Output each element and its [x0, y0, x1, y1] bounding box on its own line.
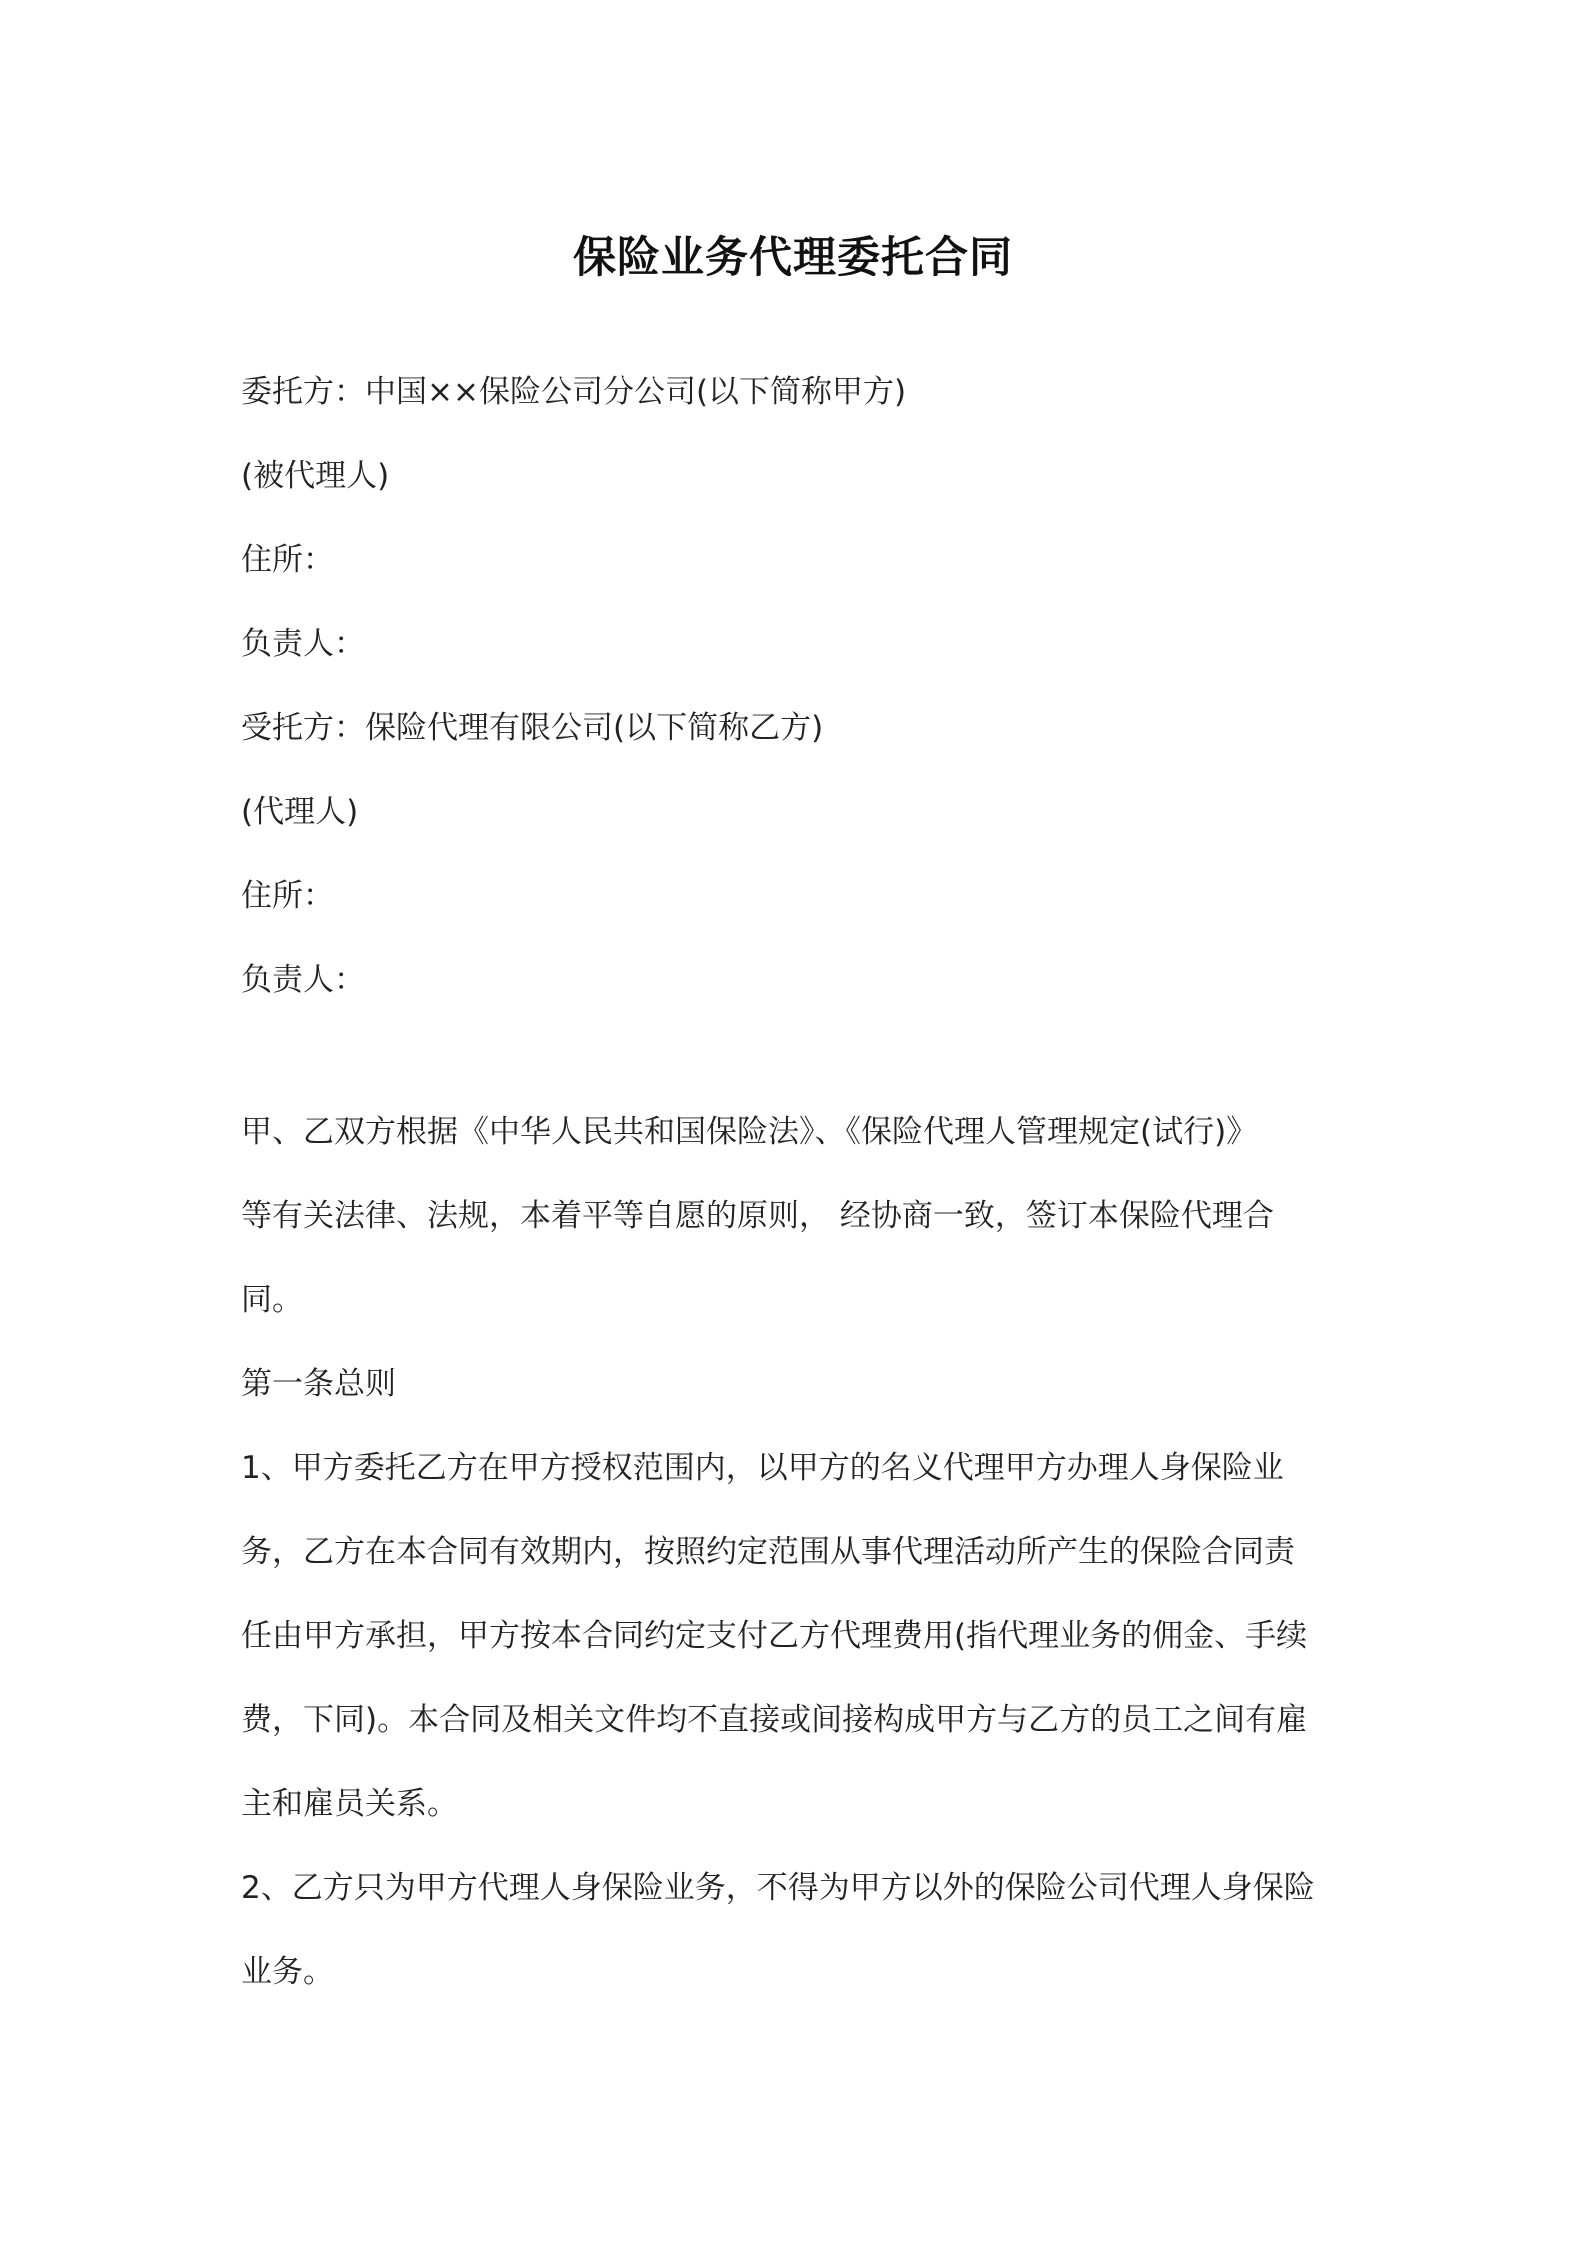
clause1-line-2: 务，乙方在本合同有效期内，按照约定范围从事代理活动所产生的保险合同责 — [241, 1534, 1295, 1570]
clause1-line-1: 1、甲方委托乙方在甲方授权范围内，以甲方的名义代理甲方办理人身保险业 — [241, 1450, 1284, 1486]
party-a-role: (被代理人) — [241, 458, 390, 494]
party-b-line: 受托方：保险代理有限公司(以下简称乙方) — [241, 710, 824, 746]
preamble-line-2: 等有关法律、法规，本着平等自愿的原则， 经协商一致，签订本保险代理合 — [241, 1198, 1274, 1234]
clause1-line-3: 任由甲方承担，甲方按本合同约定支付乙方代理费用(指代理业务的佣金、手续 — [241, 1618, 1308, 1654]
party-a-line: 委托方：中国××保险公司分公司(以下简称甲方) — [241, 374, 907, 410]
preamble-line-1: 甲、乙双方根据《中华人民共和国保险法》、《保险代理人管理规定(试行)》 — [241, 1114, 1258, 1150]
preamble-line-3: 同。 — [241, 1282, 303, 1318]
party-a-address-label: 住所： — [241, 542, 334, 578]
document-title: 保险业务代理委托合同 — [573, 233, 1013, 283]
clause2-line-2: 业务。 — [241, 1954, 334, 1990]
clause1-line-5: 主和雇员关系。 — [241, 1786, 458, 1822]
party-b-principal-label: 负责人： — [241, 962, 365, 998]
party-b-role: (代理人) — [241, 794, 359, 830]
party-a-principal-label: 负责人： — [241, 626, 365, 662]
clause2-line-1: 2、乙方只为甲方代理人身保险业务，不得为甲方以外的保险公司代理人身保险 — [241, 1870, 1315, 1906]
clause1-line-4: 费，下同)。本合同及相关文件均不直接或间接构成甲方与乙方的员工之间有雇 — [241, 1702, 1308, 1738]
section-heading: 第一条总则 — [241, 1366, 396, 1402]
party-b-address-label: 住所： — [241, 878, 334, 914]
